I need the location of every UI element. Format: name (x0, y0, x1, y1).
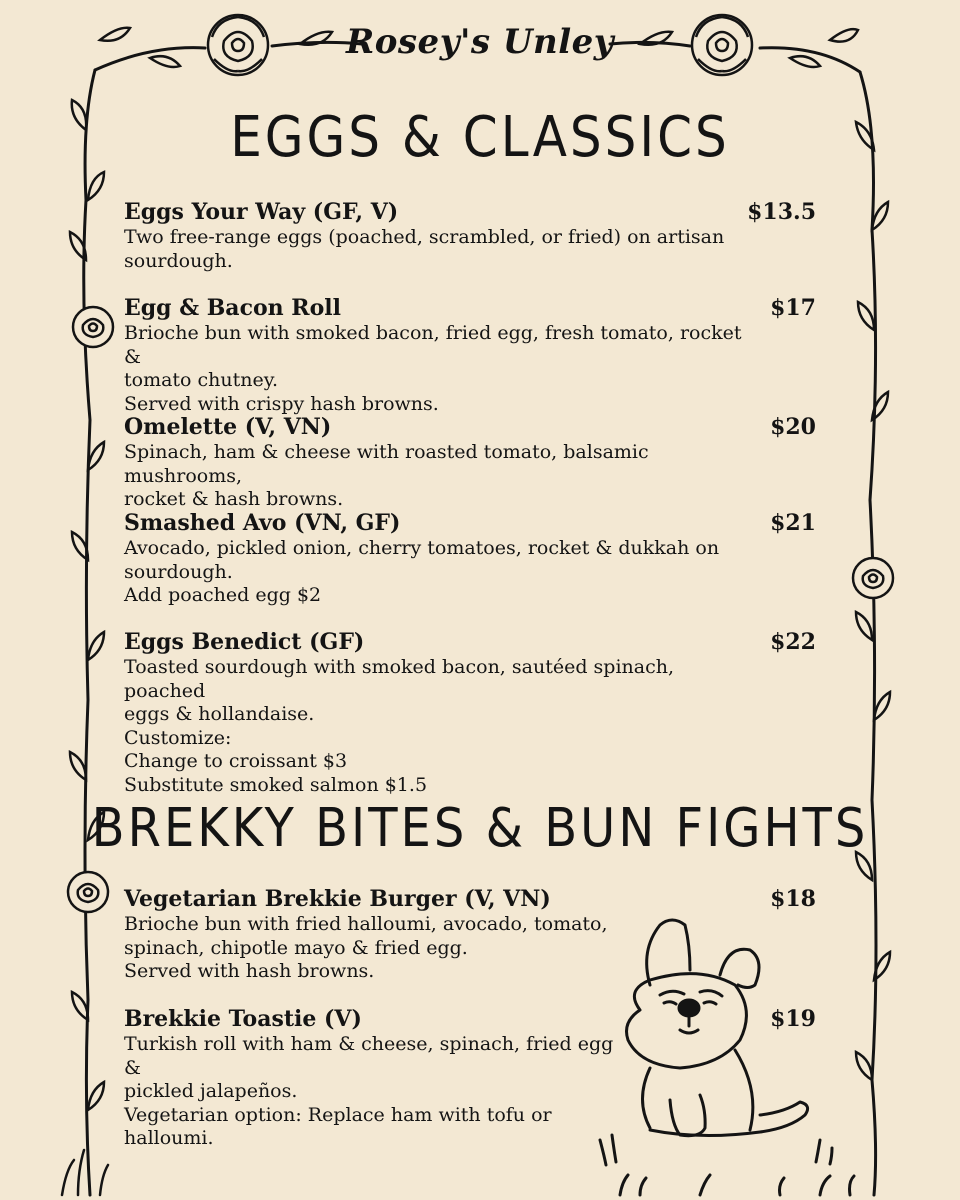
menu-item (124, 628, 816, 797)
item-name: Eggs Your Way (GF, V) (124, 199, 399, 225)
menu-item (124, 1005, 816, 1151)
brand-name: Rosey's Unley (345, 22, 615, 62)
menu-item (124, 885, 816, 984)
item-description: Two free-range eggs (poached, scrambled, or fried) on artisan sourdough. (124, 226, 725, 272)
item-description: Toasted sourdough with smoked bacon, sautéed spinach, poached eggs & hollandaise. Customize: Change to croissant $3 Substitute smoked salmon $1.5 (124, 656, 674, 796)
item-name: Egg & Bacon Roll (124, 295, 341, 321)
section-title-eggs-classics: EGGS & CLASSICS (230, 104, 730, 170)
item-price: $13.5 (747, 199, 816, 225)
item-price: $22 (770, 629, 816, 655)
item-name: Vegetarian Brekkie Burger (V, VN) (124, 886, 551, 912)
item-description: Brioche bun with smoked bacon, fried egg, fresh tomato, rocket & tomato chutney. Served with crispy hash browns. (124, 322, 742, 415)
item-name: Omelette (V, VN) (124, 414, 332, 440)
item-description: Brioche bun with fried halloumi, avocado, tomato, spinach, chipotle mayo & fried egg. Served with hash browns. (124, 913, 608, 982)
item-price: $20 (770, 414, 816, 440)
menu-item (124, 294, 816, 416)
item-name: Smashed Avo (VN, GF) (124, 510, 401, 536)
item-price: $17 (770, 295, 816, 321)
menu-item (124, 509, 816, 608)
item-description: Avocado, pickled onion, cherry tomatoes, rocket & dukkah on sourdough. Add poached egg $2 (124, 537, 720, 606)
section-title-brekky-bites: BREKKY BITES & BUN FIGHTS (91, 796, 869, 860)
menu-item (124, 413, 816, 512)
menu-item (124, 198, 816, 273)
item-description: Spinach, ham & cheese with roasted tomato, balsamic mushrooms, rocket & hash browns. (124, 441, 649, 510)
item-price: $18 (770, 886, 816, 912)
item-price: $19 (770, 1006, 816, 1032)
item-name: Brekkie Toastie (V) (124, 1006, 362, 1032)
item-price: $21 (770, 510, 816, 536)
item-name: Eggs Benedict (GF) (124, 629, 365, 655)
item-description: Turkish roll with ham & cheese, spinach, fried egg & pickled jalapeños. Vegetarian option: Replace ham with tofu or halloumi. (124, 1033, 614, 1149)
